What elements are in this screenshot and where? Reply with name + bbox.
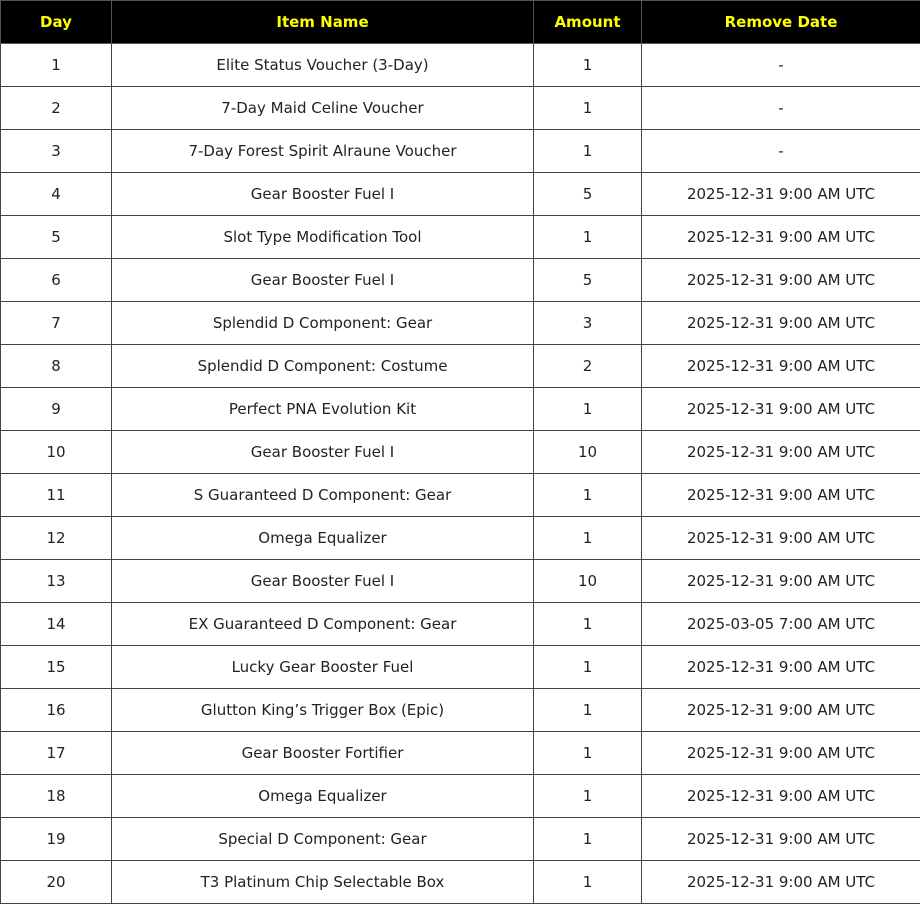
cell-item-name: Perfect PNA Evolution Kit <box>112 388 534 431</box>
cell-item-name: Glutton King’s Trigger Box (Epic) <box>112 689 534 732</box>
cell-amount: 1 <box>534 474 642 517</box>
cell-remove-date: - <box>642 130 920 173</box>
cell-day: 12 <box>1 517 112 560</box>
cell-item-name: Omega Equalizer <box>112 775 534 818</box>
cell-amount: 1 <box>534 87 642 130</box>
cell-item-name: T3 Platinum Chip Selectable Box <box>112 861 534 904</box>
cell-remove-date: 2025-12-31 9:00 AM UTC <box>642 732 920 775</box>
cell-day: 13 <box>1 560 112 603</box>
cell-remove-date: 2025-12-31 9:00 AM UTC <box>642 345 920 388</box>
cell-day: 5 <box>1 216 112 259</box>
cell-day: 14 <box>1 603 112 646</box>
cell-item-name: Omega Equalizer <box>112 517 534 560</box>
cell-day: 7 <box>1 302 112 345</box>
cell-amount: 1 <box>534 388 642 431</box>
cell-amount: 10 <box>534 431 642 474</box>
cell-item-name: Slot Type Modification Tool <box>112 216 534 259</box>
cell-remove-date: 2025-12-31 9:00 AM UTC <box>642 775 920 818</box>
cell-item-name: 7-Day Forest Spirit Alraune Voucher <box>112 130 534 173</box>
cell-remove-date: 2025-12-31 9:00 AM UTC <box>642 689 920 732</box>
cell-amount: 5 <box>534 259 642 302</box>
cell-day: 17 <box>1 732 112 775</box>
header-amount: Amount <box>534 1 642 44</box>
cell-item-name: S Guaranteed D Component: Gear <box>112 474 534 517</box>
table-body <box>1 44 920 904</box>
table-row <box>1 216 920 259</box>
header-remove-date: Remove Date <box>642 1 920 44</box>
table-row <box>1 646 920 689</box>
cell-day: 2 <box>1 87 112 130</box>
cell-item-name: Elite Status Voucher (3-Day) <box>112 44 534 87</box>
table-row <box>1 388 920 431</box>
cell-day: 20 <box>1 861 112 904</box>
cell-day: 3 <box>1 130 112 173</box>
cell-remove-date: 2025-03-05 7:00 AM UTC <box>642 603 920 646</box>
cell-amount: 1 <box>534 732 642 775</box>
cell-day: 19 <box>1 818 112 861</box>
cell-remove-date: 2025-12-31 9:00 AM UTC <box>642 259 920 302</box>
table-row <box>1 431 920 474</box>
table-row <box>1 130 920 173</box>
cell-amount: 1 <box>534 130 642 173</box>
table-row <box>1 732 920 775</box>
cell-day: 4 <box>1 173 112 216</box>
cell-item-name: Gear Booster Fuel I <box>112 431 534 474</box>
cell-item-name: Gear Booster Fuel I <box>112 259 534 302</box>
cell-day: 18 <box>1 775 112 818</box>
cell-amount: 10 <box>534 560 642 603</box>
table-row <box>1 689 920 732</box>
cell-remove-date: 2025-12-31 9:00 AM UTC <box>642 818 920 861</box>
cell-day: 1 <box>1 44 112 87</box>
cell-amount: 1 <box>534 517 642 560</box>
cell-remove-date: 2025-12-31 9:00 AM UTC <box>642 216 920 259</box>
cell-day: 11 <box>1 474 112 517</box>
cell-amount: 1 <box>534 603 642 646</box>
cell-item-name: 7-Day Maid Celine Voucher <box>112 87 534 130</box>
cell-item-name: Splendid D Component: Costume <box>112 345 534 388</box>
cell-item-name: Gear Booster Fortifier <box>112 732 534 775</box>
table-row <box>1 173 920 216</box>
table-row <box>1 474 920 517</box>
cell-remove-date: 2025-12-31 9:00 AM UTC <box>642 302 920 345</box>
table-row <box>1 517 920 560</box>
cell-amount: 5 <box>534 173 642 216</box>
cell-remove-date: - <box>642 44 920 87</box>
cell-day: 16 <box>1 689 112 732</box>
cell-day: 15 <box>1 646 112 689</box>
table-row <box>1 818 920 861</box>
cell-remove-date: 2025-12-31 9:00 AM UTC <box>642 173 920 216</box>
table-row <box>1 259 920 302</box>
cell-amount: 1 <box>534 44 642 87</box>
table-row <box>1 560 920 603</box>
cell-amount: 3 <box>534 302 642 345</box>
cell-amount: 2 <box>534 345 642 388</box>
cell-remove-date: 2025-12-31 9:00 AM UTC <box>642 517 920 560</box>
cell-remove-date: 2025-12-31 9:00 AM UTC <box>642 560 920 603</box>
cell-item-name: Special D Component: Gear <box>112 818 534 861</box>
cell-amount: 1 <box>534 818 642 861</box>
cell-remove-date: 2025-12-31 9:00 AM UTC <box>642 388 920 431</box>
cell-day: 6 <box>1 259 112 302</box>
cell-day: 10 <box>1 431 112 474</box>
cell-amount: 1 <box>534 689 642 732</box>
cell-remove-date: 2025-12-31 9:00 AM UTC <box>642 861 920 904</box>
cell-item-name: Gear Booster Fuel I <box>112 173 534 216</box>
cell-remove-date: - <box>642 87 920 130</box>
cell-remove-date: 2025-12-31 9:00 AM UTC <box>642 431 920 474</box>
cell-item-name: EX Guaranteed D Component: Gear <box>112 603 534 646</box>
table-row <box>1 345 920 388</box>
cell-item-name: Splendid D Component: Gear <box>112 302 534 345</box>
table-row <box>1 87 920 130</box>
cell-day: 9 <box>1 388 112 431</box>
cell-amount: 1 <box>534 861 642 904</box>
table-row <box>1 44 920 87</box>
table-row <box>1 603 920 646</box>
header-item-name: Item Name <box>112 1 534 44</box>
header-row <box>1 1 920 44</box>
table-row <box>1 775 920 818</box>
table-row <box>1 302 920 345</box>
table-row <box>1 861 920 904</box>
cell-remove-date: 2025-12-31 9:00 AM UTC <box>642 474 920 517</box>
cell-amount: 1 <box>534 646 642 689</box>
cell-remove-date: 2025-12-31 9:00 AM UTC <box>642 646 920 689</box>
table-header <box>1 1 920 44</box>
cell-item-name: Lucky Gear Booster Fuel <box>112 646 534 689</box>
cell-amount: 1 <box>534 775 642 818</box>
cell-item-name: Gear Booster Fuel I <box>112 560 534 603</box>
cell-amount: 1 <box>534 216 642 259</box>
cell-day: 8 <box>1 345 112 388</box>
header-day: Day <box>1 1 112 44</box>
